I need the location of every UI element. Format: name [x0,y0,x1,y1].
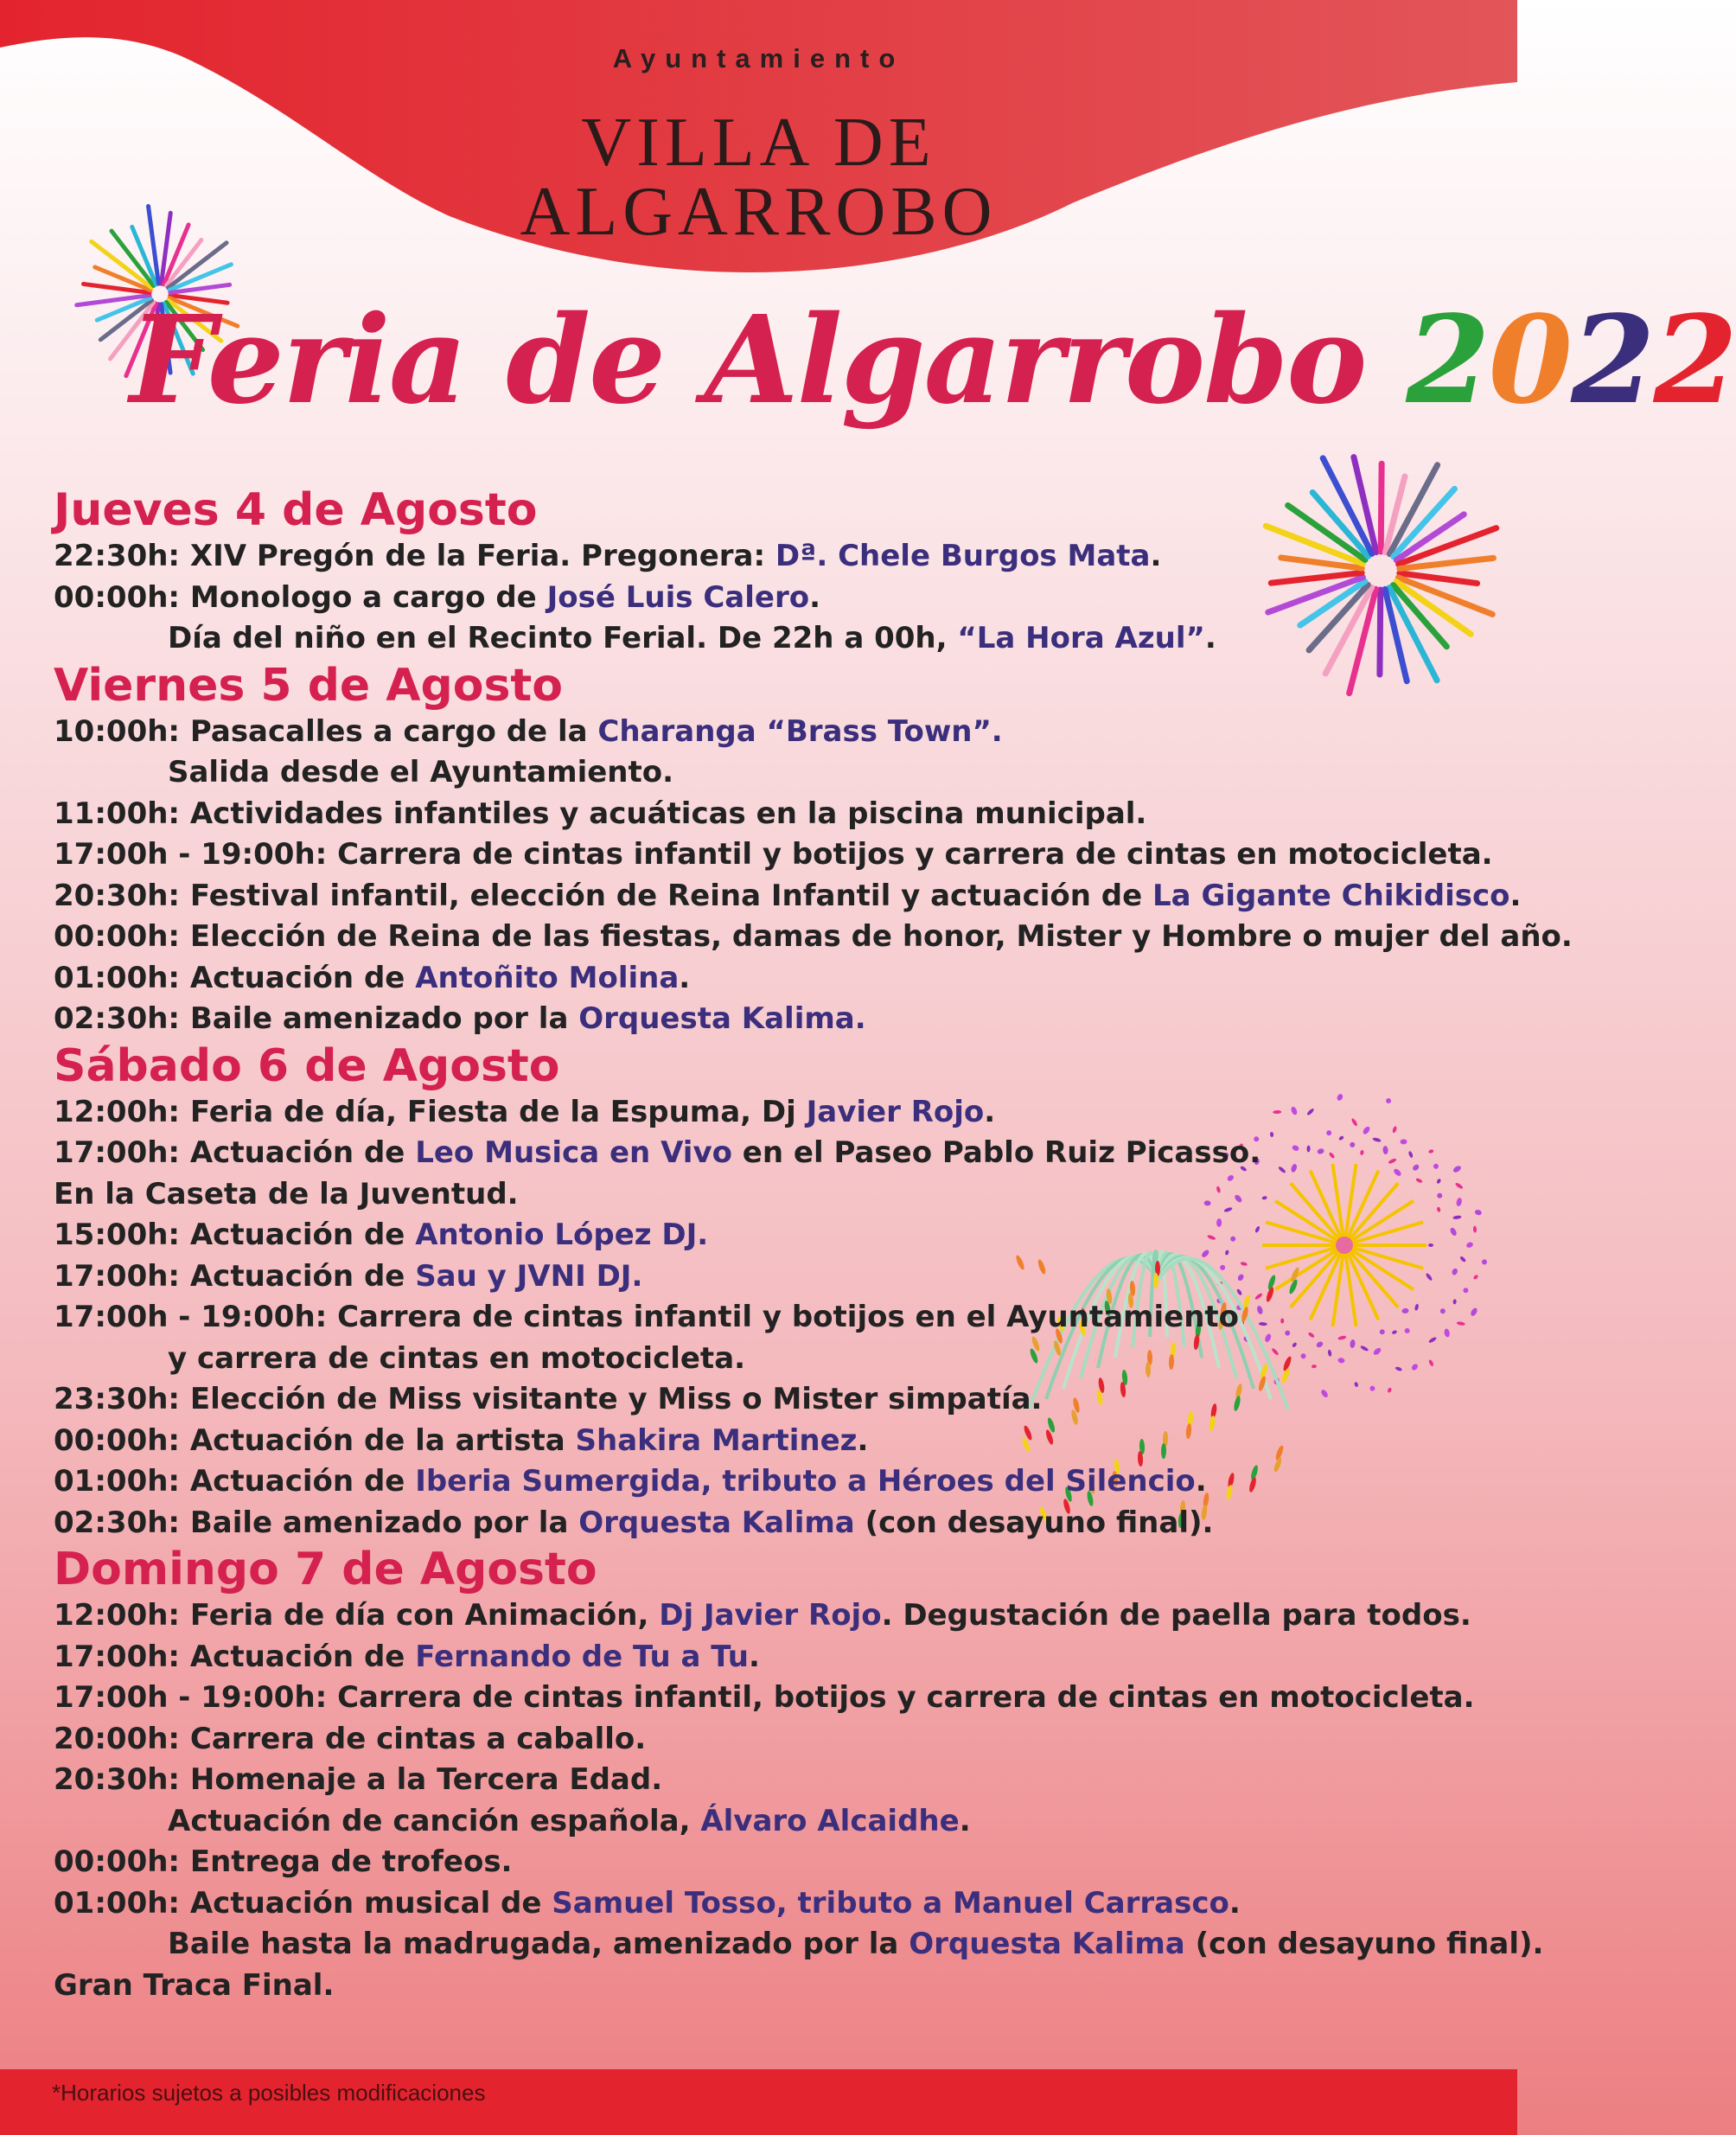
schedule-line [54,1637,1506,1678]
schedule-text: 01:00h: Actuación de [54,1464,416,1499]
schedule-line [54,1461,1506,1503]
schedule-text: en el Paseo Pablo Ruiz Picasso. [731,1135,1261,1170]
day-heading: Viernes 5 de Agosto [54,659,564,712]
performer-name: Samuel Tosso, tributo a Manuel Carrasco [552,1885,1229,1921]
schedule-text: Gran Traca Final. [54,1967,335,2003]
schedule-text: . [1229,1885,1241,1921]
year-digit: 2 [1653,290,1736,431]
performer-name: Iberia Sumergida, tributo a Héroes del Silencio [415,1464,1196,1499]
schedule-text: y carrera de cintas en motocicleta. [168,1340,746,1376]
schedule-line [54,1760,1506,1801]
schedule-line [54,917,1573,958]
schedule-line [54,1678,1506,1719]
day-section [54,1544,1544,2006]
schedule-text: 00:00h: Monologo a cargo de [54,579,547,615]
schedule-line [54,536,1506,578]
schedule-text: 17:00h: Actuación de [54,1135,416,1170]
schedule-text: 17:00h - 19:00h: Carrera de cintas infantil y botijos en el Ayuntamiento [54,1300,1240,1334]
schedule-text: . [809,579,820,615]
day-section [54,659,1573,1040]
performer-name: Antonio López DJ. [415,1218,709,1252]
schedule-line [54,1174,1506,1216]
performer-name: La Gigante Chikidisco [1152,878,1510,913]
schedule-text: 20:30h: Homenaje a la Tercera Edad. [54,1762,663,1797]
schedule-text: 17:00h: Actuación de [54,1258,416,1294]
feria-title-text: Feria de Algarrobo [130,290,1366,431]
day-heading: Domingo 7 de Agosto [54,1544,597,1595]
schedule-line [54,1801,1506,1843]
schedule-text: 11:00h: Actividades infantiles y acuáticas en la piscina municipal. [54,796,1147,831]
program-schedule [54,484,1573,2006]
schedule-line [54,712,1506,753]
schedule-text: 10:00h: Pasacalles a cargo de la [54,713,598,749]
schedule-text: 00:00h: Elección de Reina de las fiestas, damas de honor, Mister y Hombre o mujer del año. [54,919,1573,954]
day-section [54,1040,1506,1544]
schedule-text: 00:00h: Actuación de la artista [54,1422,576,1458]
schedule-text: 23:30h: Elección de Miss visitante y Miss o Mister simpatía. [54,1382,1043,1416]
schedule-text: En la Caseta de la Juventud. [54,1176,519,1211]
schedule-line [54,618,1506,660]
performer-name: Leo Musica en Vivo [415,1135,732,1170]
town-name-line1: VILLA DE [581,105,936,181]
schedule-text: . [984,1094,996,1129]
schedule-text: . [1509,878,1522,913]
performer-name: Charanga “Brass Town”. [597,713,1003,749]
performer-name: Shakira Martinez [575,1422,858,1458]
performer-name: “La Hora Azul” [957,621,1205,655]
schedule-text: Salida desde el Ayuntamiento. [168,755,674,789]
schedule-line [54,1883,1506,1925]
schedule-line [54,1503,1506,1544]
schedule-text: 20:00h: Carrera de cintas a caballo. [54,1721,647,1756]
schedule-line [54,1924,1544,1966]
schedule-line [54,794,1506,835]
performer-name: Orquesta Kalima [578,1505,855,1540]
performer-name: Orquesta Kalima [909,1927,1185,1961]
schedule-text: 20:30h: Festival infantil, elección de Reina Infantil y actuación de [54,878,1153,913]
schedule-text: . [1204,621,1216,655]
schedule-text: Baile hasta la madrugada, amenizado por la [168,1927,909,1961]
schedule-text: 02:30h: Baile amenizado por la [54,1505,579,1540]
performer-name: Dª. Chele Burgos Mata [775,539,1151,573]
footer-note: *Horarios sujetos a posibles modificaciones [52,2080,486,2106]
schedule-line [54,752,1506,794]
performer-name: Álvaro Alcaidhe [700,1803,960,1838]
schedule-line [54,1842,1506,1883]
schedule-text: 00:00h: Entrega de trofeos. [54,1844,513,1879]
header-subtitle: Ayuntamiento [612,43,905,74]
schedule-text: 17:00h: Actuación de [54,1639,416,1674]
schedule-line [54,1256,1506,1298]
schedule-text: . [1150,539,1162,573]
schedule-line [54,1297,1506,1339]
schedule-text: Actuación de canción española, [168,1803,701,1838]
schedule-text: . [679,960,691,995]
year-digit: 2 [1571,290,1654,431]
schedule-line [54,834,1506,876]
day-heading: Jueves 4 de Agosto [54,484,538,536]
performer-name: Antoñito Molina [415,960,680,995]
schedule-text: . Degustación de paella para todos. [881,1598,1471,1633]
schedule-text: . [857,1422,869,1458]
year-digit: 2 [1406,290,1489,431]
schedule-line [54,1092,1506,1134]
schedule-text: 15:00h: Actuación de [54,1218,416,1252]
schedule-text: 12:00h: Feria de día, Fiesta de la Espuma, Dj [54,1094,807,1129]
schedule-line [54,1379,1506,1421]
performer-name: Orquesta Kalima. [578,1001,866,1036]
schedule-text: (con desayuno final). [854,1505,1214,1540]
schedule-text: 22:30h: XIV Pregón de la Feria. Pregonera: [54,539,775,573]
schedule-line [54,1966,1506,2007]
year-digit: 0 [1488,290,1572,431]
performer-name: José Luis Calero [546,579,810,615]
schedule-line [54,578,1506,619]
schedule-text: 12:00h: Feria de día con Animación, [54,1598,660,1633]
schedule-line [54,1595,1506,1637]
schedule-line [54,999,1506,1040]
schedule-line [54,1215,1506,1256]
schedule-line [54,1339,1506,1380]
feria-title [130,290,1736,431]
performer-name: Fernando de Tu a Tu [415,1639,749,1674]
town-name-line2: ALGARROBO [520,174,998,250]
performer-name: Javier Rojo [806,1094,985,1129]
performer-name: Dj Javier Rojo [659,1598,882,1633]
schedule-text: (con desayuno final). [1184,1927,1544,1961]
schedule-text: . [1195,1464,1207,1499]
schedule-line [54,1133,1506,1174]
performer-name: Sau y JVNI DJ. [415,1258,643,1294]
schedule-text: 17:00h - 19:00h: Carrera de cintas infantil, botijos y carrera de cintas en motocicleta. [54,1680,1475,1715]
day-heading: Sábado 6 de Agosto [54,1039,560,1092]
feria-year [1406,290,1736,431]
schedule-text: . [959,1803,971,1838]
schedule-line [54,876,1522,917]
schedule-text: . [748,1639,760,1674]
schedule-text: Día del niño en el Recinto Ferial. De 22h a 00h, [168,621,958,655]
schedule-text: 17:00h - 19:00h: Carrera de cintas infantil y botijos y carrera de cintas en motocicleta. [54,837,1493,872]
schedule-text: 01:00h: Actuación musical de [54,1885,552,1921]
day-section [54,484,1506,660]
schedule-line [54,958,1506,1000]
schedule-line [54,1421,1506,1462]
schedule-text: 01:00h: Actuación de [54,960,416,995]
schedule-text: 02:30h: Baile amenizado por la [54,1001,579,1036]
schedule-line [54,1719,1506,1761]
